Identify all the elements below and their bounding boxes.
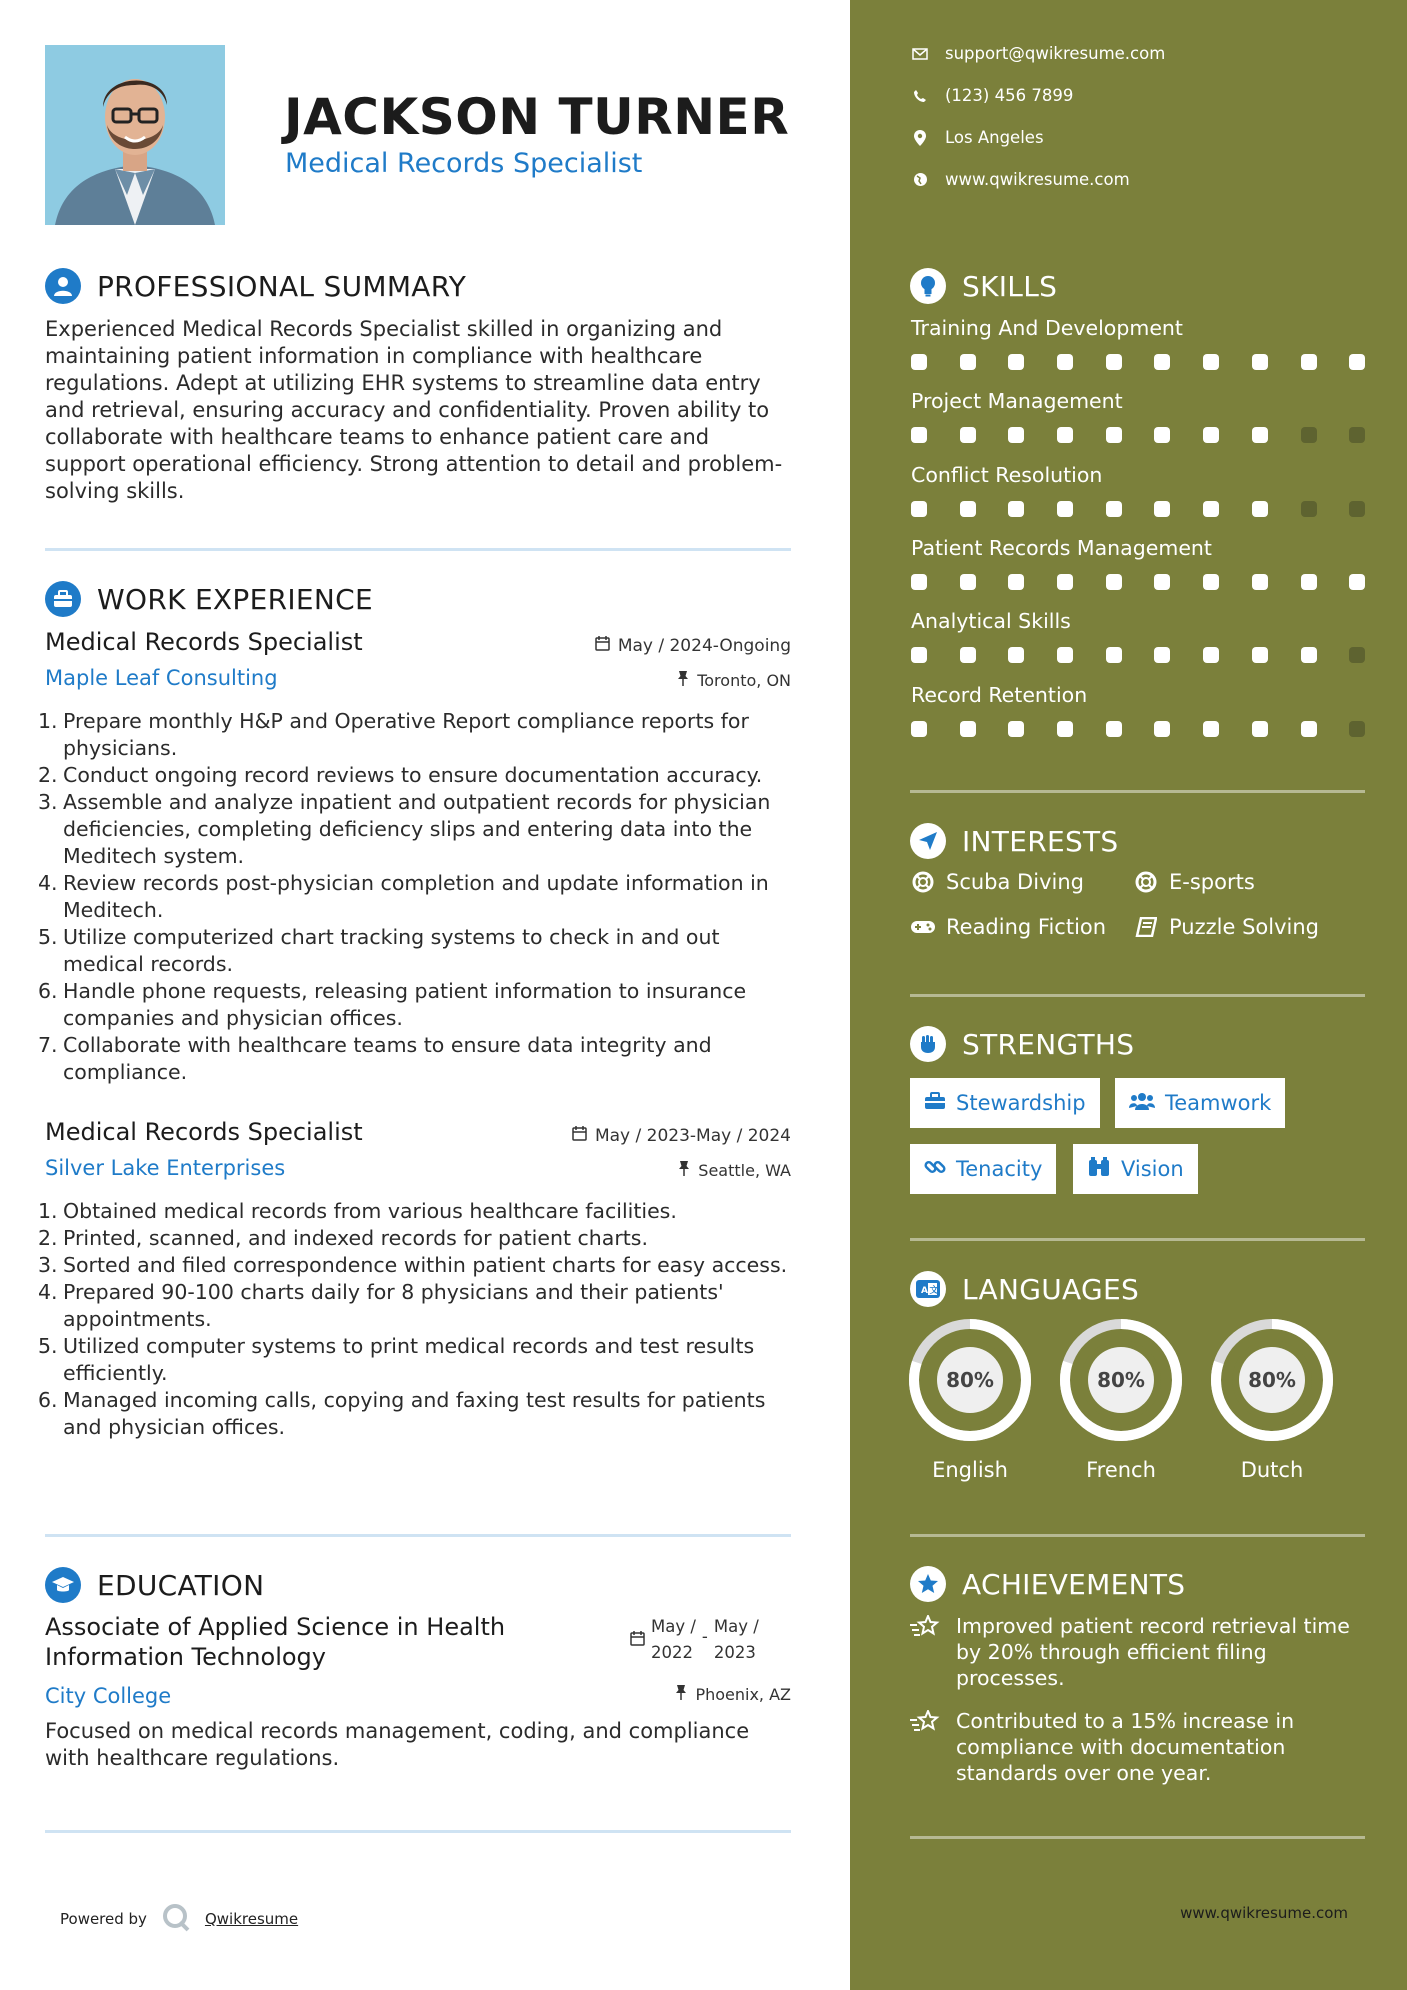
job-duties-list [38, 1198, 798, 1441]
contact-phone[interactable]: (123) 456 7899 [910, 86, 1073, 105]
rating-dot-filled [911, 501, 927, 517]
powered-by [60, 1902, 298, 1936]
shooting-star-icon [910, 1708, 940, 1786]
rating-dot-filled [1057, 647, 1073, 663]
graduation-cap-icon [45, 1567, 81, 1603]
rating-dot-filled [1106, 574, 1122, 590]
language-item [1210, 1318, 1334, 1482]
link-icon [924, 1156, 946, 1183]
language-name: French [1086, 1458, 1156, 1482]
rating-dot-filled [1203, 721, 1219, 737]
skill-name: Project Management [911, 389, 1123, 413]
briefcase-icon [45, 581, 81, 617]
pin-icon [677, 670, 689, 690]
job-date [595, 636, 791, 656]
rating-dot-filled [1057, 501, 1073, 517]
list-item: 5. Utilize computerized chart tracking systems to check in and out medical records. [38, 925, 720, 976]
rating-dot-filled [1301, 721, 1317, 737]
language-progress-ring [1059, 1318, 1183, 1442]
interest-item: Scuba Diving [910, 870, 1084, 894]
paper-plane-icon [910, 823, 946, 859]
section-divider [910, 790, 1365, 793]
rating-dot-filled [1203, 647, 1219, 663]
interest-item: Puzzle Solving [1133, 915, 1319, 939]
job-location [678, 1160, 791, 1180]
users-icon [1129, 1091, 1155, 1115]
rating-dot-filled [1349, 354, 1365, 370]
rating-dot-filled [1203, 574, 1219, 590]
interest-item: E-sports [1133, 870, 1255, 894]
job-location-text: Toronto, ON [697, 670, 791, 690]
education-start: May / 2022 [651, 1617, 696, 1662]
summary-text: Experienced Medical Records Specialist skilled in organizing and maintaining patient information in compliance with healthcare regulations. Adept at utilizing EHR systems to streamline data entry and retrieval, ensuring accuracy and confidentiality. Proven ability to collaborate with healthcare teams to enhance patient care and support operational efficiency. Strong attention to detail and problem-solving skills. [45, 317, 783, 503]
list-item: 7. Collaborate with healthcare teams to ensure data integrity and compliance. [38, 1033, 712, 1084]
rating-dot-filled [1252, 647, 1268, 663]
sidebar [850, 0, 1407, 1990]
rating-dot-filled [911, 574, 927, 590]
language-percent: 80% [1097, 1368, 1145, 1392]
strength-chip: Tenacity [910, 1144, 1056, 1194]
rating-dot-filled [1008, 574, 1024, 590]
rating-dot-filled [960, 501, 976, 517]
fist-icon [910, 1026, 946, 1062]
skill-name: Analytical Skills [911, 609, 1071, 633]
education-end: May / 2023 [713, 1617, 759, 1662]
rating-dot-filled [1301, 574, 1317, 590]
language-item [908, 1318, 1032, 1482]
strength-chip: Teamwork [1115, 1078, 1285, 1128]
translate-icon [910, 1271, 946, 1307]
gamepad-icon [910, 919, 936, 935]
calendar-icon [572, 1126, 587, 1146]
job-location-text: Seattle, WA [698, 1160, 791, 1180]
section-divider [910, 1836, 1365, 1839]
binoculars-icon [1087, 1157, 1111, 1182]
achievement-item: Improved patient record retrieval time by 20% through efficient filing processes. [910, 1613, 1370, 1691]
map-marker-icon [910, 130, 930, 146]
list-item: 6. Handle phone requests, releasing patient information to insurance companies and physician offices. [38, 979, 747, 1030]
interests-title: INTERESTS [962, 824, 1119, 858]
section-divider [45, 548, 791, 551]
list-item: 5. Utilized computer systems to print medical records and test results efficiently. [38, 1334, 755, 1385]
envelope-icon [910, 48, 930, 60]
rating-dot-filled [1154, 427, 1170, 443]
strengths-heading [910, 1026, 1134, 1062]
lightbulb-icon [910, 268, 946, 304]
education-dates [630, 1614, 759, 1666]
qwikresume-link[interactable]: Qwikresume [204, 1910, 299, 1928]
experience-title: WORK EXPERIENCE [97, 582, 373, 616]
rating-dot-filled [1154, 721, 1170, 737]
list-item: 1. Prepare monthly H&P and Operative Report compliance reports for physicians. [38, 709, 749, 760]
date-separator: - [701, 1627, 708, 1646]
rating-dot-filled [1154, 354, 1170, 370]
job-date-text: May / 2024-Ongoing [617, 636, 791, 656]
language-progress-ring [1210, 1318, 1334, 1442]
shooting-star-icon [910, 1613, 940, 1691]
skills-heading [910, 268, 1057, 304]
job-location [677, 670, 791, 690]
contact-location: Los Angeles [910, 128, 1044, 147]
phone-icon [910, 89, 930, 103]
contact-website[interactable]: www.qwikresume.com [910, 170, 1130, 189]
rating-dot-filled [1154, 647, 1170, 663]
svg-text:A: A [921, 1286, 928, 1296]
rating-dot-filled [960, 427, 976, 443]
rating-dot-filled [1106, 427, 1122, 443]
skill-name: Training And Development [911, 316, 1183, 340]
rating-dot-filled [960, 647, 976, 663]
education-location-text: Phoenix, AZ [695, 1684, 791, 1704]
skill-rating [911, 501, 1365, 517]
calendar-icon [595, 636, 610, 656]
rating-dot-filled [1203, 427, 1219, 443]
interests-heading [910, 823, 1119, 859]
education-location [675, 1684, 791, 1704]
rating-dot-filled [1008, 427, 1024, 443]
footer-url[interactable]: www.qwikresume.com [1180, 1904, 1348, 1922]
user-icon [45, 268, 81, 304]
school-name: City College [45, 1684, 172, 1708]
star-badge-icon [910, 1566, 946, 1602]
rating-dot-filled [1349, 574, 1365, 590]
section-divider [45, 1534, 791, 1537]
lifebuoy-icon [910, 871, 936, 893]
language-progress-ring [908, 1318, 1032, 1442]
section-divider [45, 1830, 791, 1833]
rating-dot-empty [1301, 501, 1317, 517]
achievements-heading [910, 1566, 1185, 1602]
languages-heading [910, 1271, 1139, 1307]
section-divider [910, 1238, 1365, 1241]
language-item [1059, 1318, 1183, 1482]
rating-dot-filled [1008, 721, 1024, 737]
section-divider [910, 994, 1365, 997]
job-date [572, 1126, 791, 1146]
rating-dot-filled [1057, 721, 1073, 737]
skill-rating [911, 721, 1365, 737]
education-title: EDUCATION [97, 1568, 265, 1602]
rating-dot-empty [1349, 647, 1365, 663]
rating-dot-empty [1301, 427, 1317, 443]
candidate-role: Medical Records Specialist [285, 148, 643, 179]
rating-dot-filled [1252, 354, 1268, 370]
rating-dot-filled [1106, 721, 1122, 737]
rating-dot-filled [1057, 354, 1073, 370]
skill-name: Patient Records Management [911, 536, 1212, 560]
rating-dot-filled [1301, 647, 1317, 663]
rating-dot-filled [1008, 354, 1024, 370]
job-title: Medical Records Specialist [45, 628, 363, 656]
qwikresume-logo-icon [161, 1902, 191, 1936]
interest-item: Reading Fiction [910, 915, 1106, 939]
rating-dot-filled [911, 647, 927, 663]
rating-dot-filled [1106, 354, 1122, 370]
rating-dot-empty [1349, 721, 1365, 737]
language-percent: 80% [946, 1368, 994, 1392]
rating-dot-filled [960, 721, 976, 737]
experience-heading [45, 581, 373, 617]
job-company: Silver Lake Enterprises [45, 1156, 286, 1180]
achievement-item: Contributed to a 15% increase in compliance with documentation standards over one year. [910, 1708, 1370, 1786]
briefcase-icon [924, 1091, 946, 1115]
powered-by-label: Powered by [60, 1910, 147, 1928]
rating-dot-filled [1057, 574, 1073, 590]
degree-title: Associate of Applied Science in Health Information Technology [45, 1613, 506, 1671]
skill-rating [911, 427, 1365, 443]
rating-dot-filled [1252, 501, 1268, 517]
summary-title: PROFESSIONAL SUMMARY [97, 269, 467, 303]
skill-rating [911, 647, 1365, 663]
rating-dot-filled [960, 354, 976, 370]
globe-icon [910, 172, 930, 187]
education-heading [45, 1567, 264, 1603]
rating-dot-filled [1301, 354, 1317, 370]
skill-name: Record Retention [911, 683, 1088, 707]
skill-name: Conflict Resolution [911, 463, 1103, 487]
job-duties-list [38, 708, 798, 1086]
pin-icon [675, 1684, 687, 1704]
rating-dot-filled [1203, 501, 1219, 517]
rating-dot-filled [1203, 354, 1219, 370]
rating-dot-filled [911, 721, 927, 737]
language-name: English [932, 1458, 1008, 1482]
rating-dot-filled [1252, 574, 1268, 590]
rating-dot-empty [1349, 427, 1365, 443]
skill-rating [911, 574, 1365, 590]
calendar-icon [630, 1614, 645, 1666]
achievements-title: ACHIEVEMENTS [962, 1567, 1186, 1601]
list-item: 6. Managed incoming calls, copying and faxing test results for patients and physician offices. [38, 1388, 766, 1439]
contact-email[interactable]: support@qwikresume.com [910, 44, 1165, 63]
languages-title: LANGUAGES [962, 1272, 1140, 1306]
strengths-title: STRENGTHS [962, 1027, 1135, 1061]
lifebuoy-icon [1133, 871, 1159, 893]
pin-icon [678, 1160, 690, 1180]
language-percent: 80% [1248, 1368, 1296, 1392]
rating-dot-filled [911, 354, 927, 370]
rating-dot-filled [1154, 574, 1170, 590]
job-date-text: May / 2023-May / 2024 [594, 1126, 791, 1146]
list-item: 4. Review records post-physician completion and update information in Meditech. [38, 871, 769, 922]
rating-dot-filled [1008, 501, 1024, 517]
section-divider [910, 1534, 1365, 1537]
language-name: Dutch [1240, 1458, 1304, 1482]
svg-text:文: 文 [929, 1286, 939, 1296]
rating-dot-filled [1154, 501, 1170, 517]
job-company: Maple Leaf Consulting [45, 666, 278, 690]
candidate-name: JACKSON TURNER [284, 88, 790, 146]
list-item: 3. Assemble and analyze inpatient and outpatient records for physician deficiencies, completing deficiency slips and entering data into the Meditech system. [38, 790, 771, 868]
job-title: Medical Records Specialist [45, 1118, 363, 1146]
rating-dot-filled [1106, 647, 1122, 663]
rating-dot-filled [1057, 427, 1073, 443]
rating-dot-filled [1252, 427, 1268, 443]
rating-dot-filled [1252, 721, 1268, 737]
strength-chip: Vision [1073, 1144, 1198, 1194]
rating-dot-filled [911, 427, 927, 443]
skills-title: SKILLS [962, 269, 1058, 303]
list-item: 4. Prepared 90-100 charts daily for 8 physicians and their patients' appointments. [38, 1280, 724, 1331]
list-item: 2. Conduct ongoing record reviews to ensure documentation accuracy. [38, 763, 763, 787]
strength-chip: Stewardship [910, 1078, 1100, 1128]
rating-dot-empty [1349, 501, 1365, 517]
list-item: 3. Sorted and filed correspondence within patient charts for easy access. [38, 1253, 788, 1277]
rating-dot-filled [1008, 647, 1024, 663]
summary-heading [45, 268, 466, 304]
book-icon [1133, 917, 1159, 937]
list-item: 2. Printed, scanned, and indexed records for patient charts. [38, 1226, 648, 1250]
list-item: 1. Obtained medical records from various healthcare facilities. [38, 1199, 677, 1223]
rating-dot-filled [960, 574, 976, 590]
skill-rating [911, 354, 1365, 370]
rating-dot-filled [1106, 501, 1122, 517]
education-description: Focused on medical records management, coding, and compliance with healthcare regulations. [45, 1719, 750, 1770]
profile-photo [45, 45, 225, 225]
